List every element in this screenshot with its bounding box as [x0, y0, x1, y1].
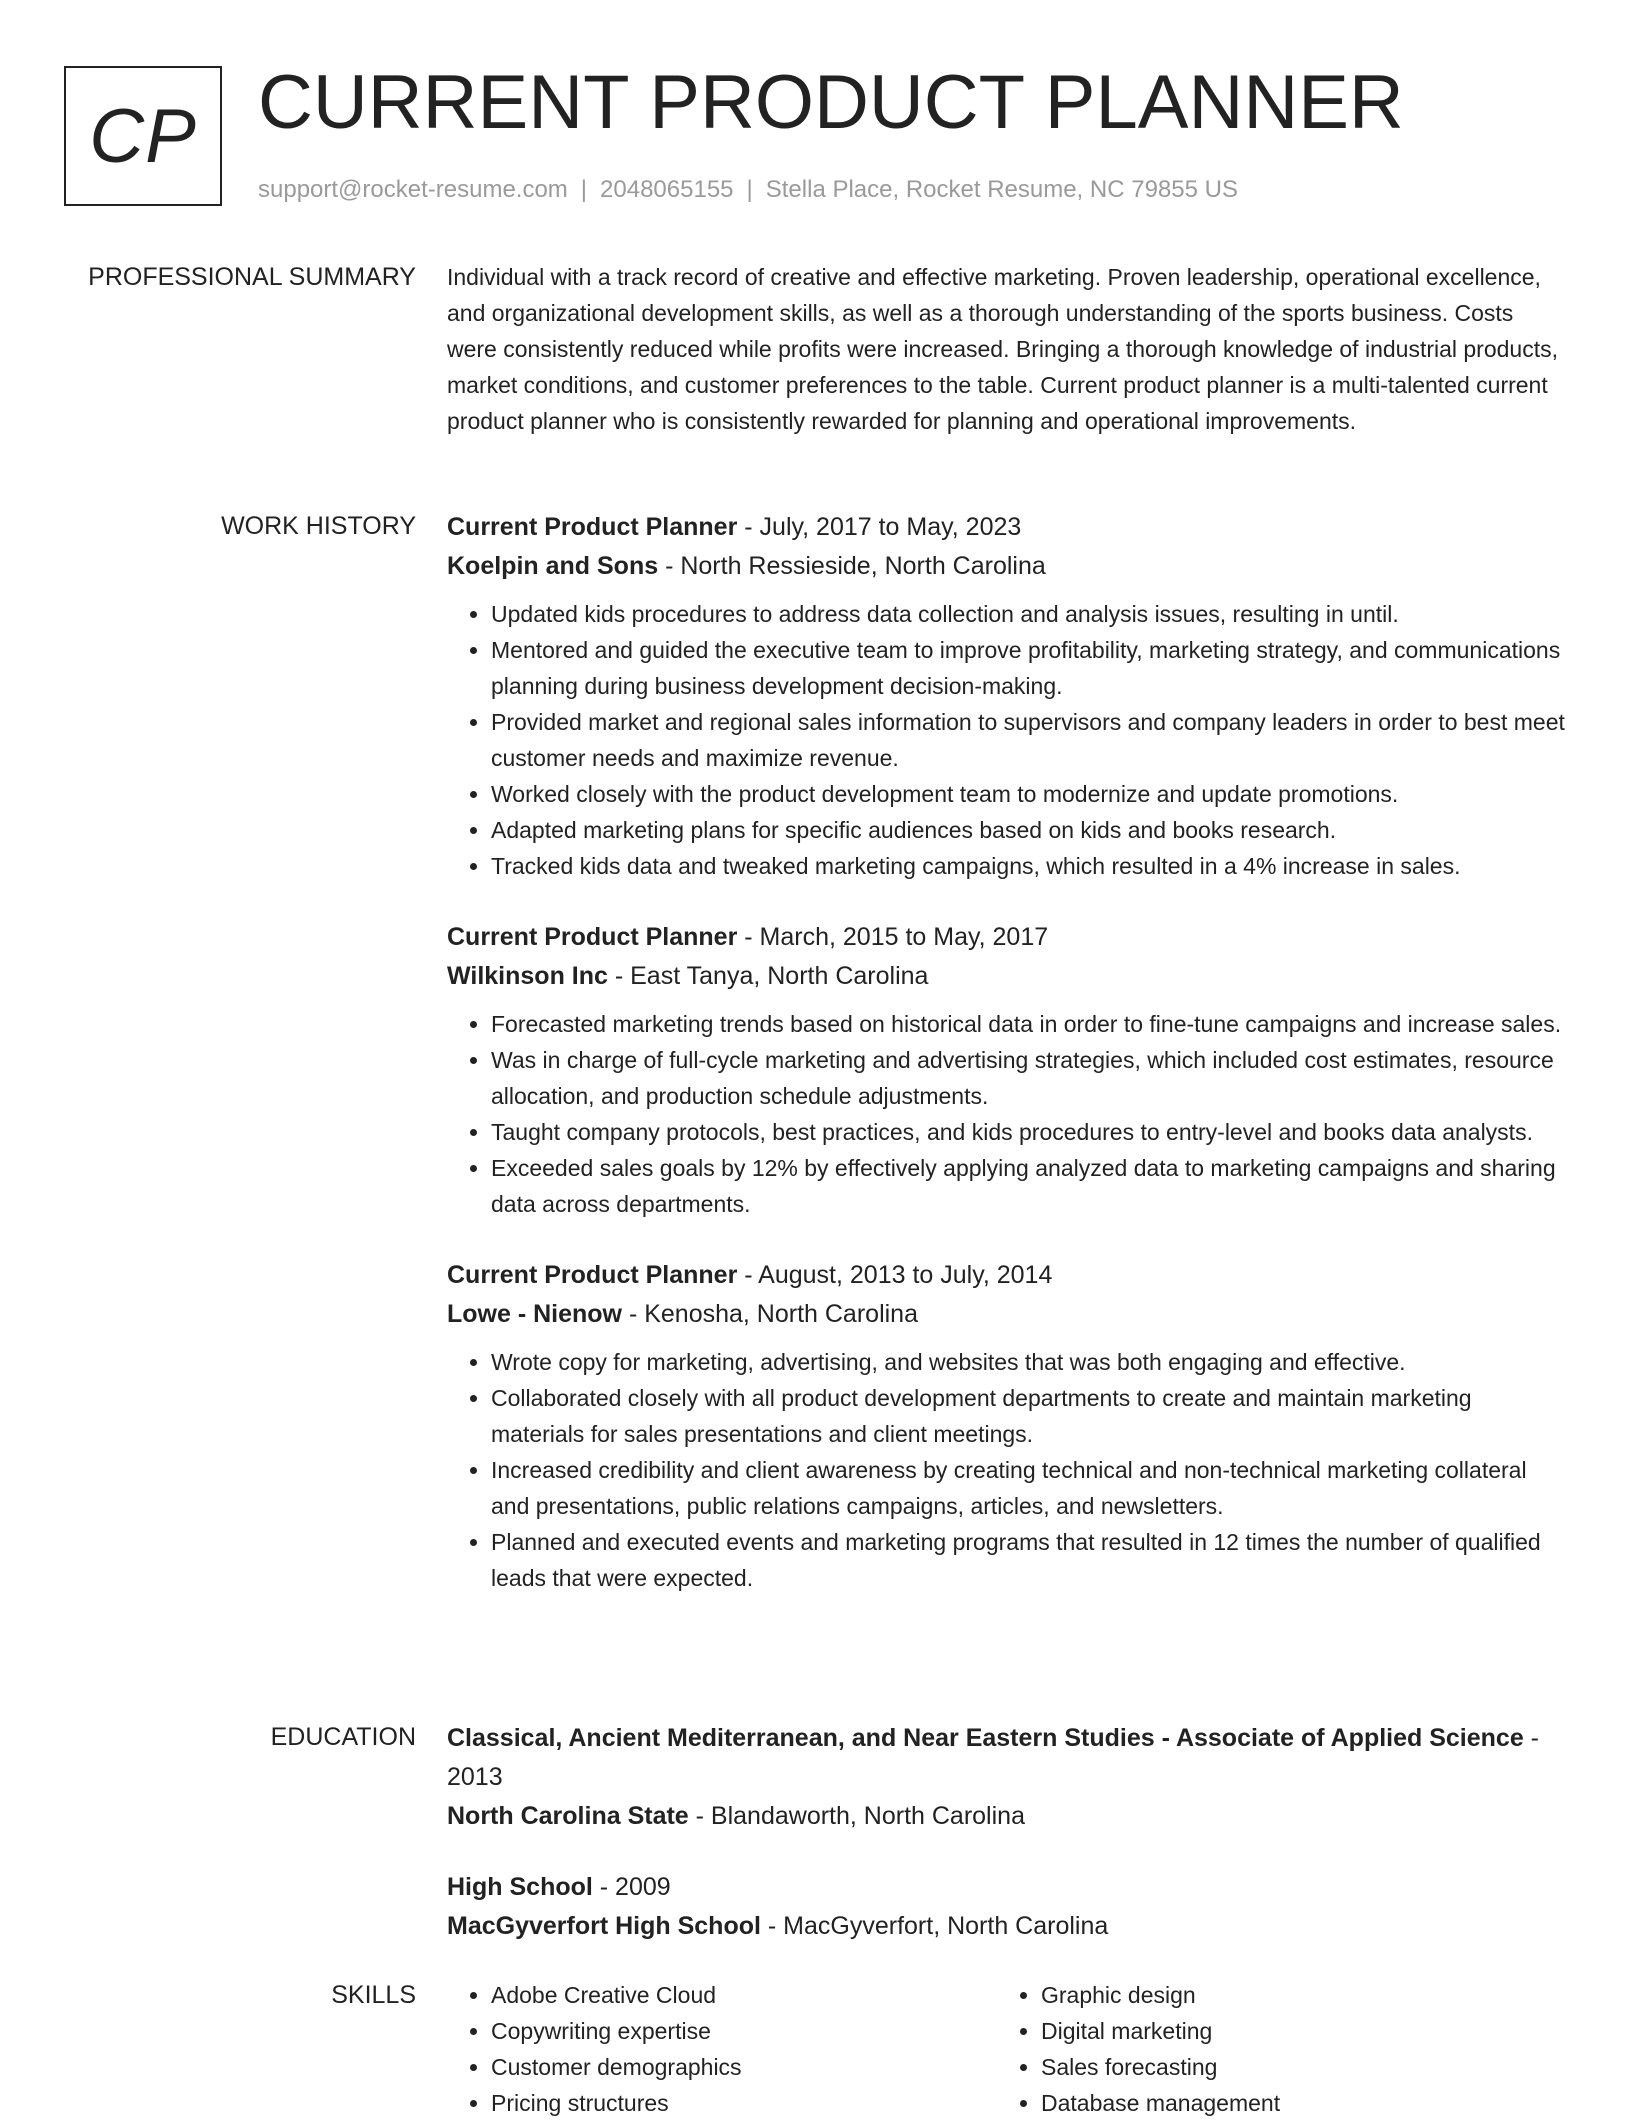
- degree-name: Classical, Ancient Mediterranean, and Near Eastern Studies - Associate of Applied Science: [447, 1724, 1524, 1752]
- initials-text: CP: [89, 93, 197, 179]
- job-dates: - July, 2017 to May, 2023: [737, 513, 1022, 541]
- degree-year: - 2009: [592, 1873, 671, 1901]
- job-entry: [447, 1256, 1565, 1596]
- job-entry: [447, 918, 1565, 1222]
- job-duty: • Updated kids procedures to address data collection and analysis issues, resulting in until.: [491, 596, 1565, 632]
- employer-location: - North Ressieside, North Carolina: [658, 552, 1046, 580]
- skill-item: • Pricing structures: [491, 2085, 997, 2121]
- school-location: - Blandaworth, North Carolina: [688, 1802, 1025, 1830]
- skills-list-right: [997, 1977, 1541, 2121]
- job-duty: • Increased credibility and client awareness by creating technical and non-technical marketing collateral and presentations, public relations campaigns, articles, and newsletters.: [491, 1452, 1565, 1524]
- job-title-line: [447, 918, 1565, 957]
- skill-item: • Copywriting expertise: [491, 2013, 997, 2049]
- skill-item: • Adobe Creative Cloud: [491, 1977, 997, 2013]
- job-duties-list: [447, 596, 1565, 884]
- summary-section-label: PROFESSIONAL SUMMARY: [88, 263, 416, 291]
- education-section: [447, 1719, 1565, 1946]
- school-line: [447, 1907, 1565, 1946]
- work-history-section-label: WORK HISTORY: [221, 512, 416, 540]
- education-entry: [447, 1868, 1565, 1946]
- skills-section: [447, 1977, 1565, 2121]
- contact-separator: |: [746, 176, 753, 203]
- job-duty: • Worked closely with the product development team to modernize and update promotions.: [491, 776, 1565, 812]
- employer-line: [447, 957, 1565, 996]
- contact-address: Stella Place, Rocket Resume, NC 79855 US: [765, 176, 1238, 203]
- contact-phone: 2048065155: [600, 176, 734, 203]
- job-dates: - March, 2015 to May, 2017: [737, 923, 1049, 951]
- skill-item: • Sales forecasting: [1041, 2049, 1541, 2085]
- degree-line: [447, 1719, 1565, 1797]
- skills-grid: [447, 1977, 1565, 2121]
- job-duty: • Mentored and guided the executive team to improve profitability, marketing strategy, and communications planning during business development decision-making.: [491, 632, 1565, 704]
- resume-name-title: CURRENT PRODUCT PLANNER: [258, 60, 1404, 145]
- job-duty: • Tracked kids data and tweaked marketing campaigns, which resulted in a 4% increase in sales.: [491, 848, 1565, 884]
- job-entry: [447, 508, 1565, 884]
- job-dates: - August, 2013 to July, 2014: [737, 1261, 1053, 1289]
- job-duty: • Provided market and regional sales information to supervisors and company leaders in order to best meet customer needs and maximize revenue.: [491, 704, 1565, 776]
- skill-item: • Graphic design: [1041, 1977, 1541, 2013]
- job-title: Current Product Planner: [447, 1261, 738, 1289]
- skill-item: • Customer demographics: [491, 2049, 997, 2085]
- job-title: Current Product Planner: [447, 923, 738, 951]
- school-name: North Carolina State: [447, 1802, 689, 1830]
- employer-line: [447, 1295, 1565, 1334]
- skill-item: • Digital marketing: [1041, 2013, 1541, 2049]
- job-duty: • Was in charge of full-cycle marketing and advertising strategies, which included cost estimates, resource allocation, and production schedule adjustments.: [491, 1042, 1565, 1114]
- employer-name: Koelpin and Sons: [447, 552, 659, 580]
- job-duties-list: [447, 1006, 1565, 1222]
- work-history-section: [447, 508, 1565, 1596]
- skill-item: • Database management: [1041, 2085, 1541, 2121]
- contact-email: support@rocket-resume.com: [258, 176, 568, 203]
- job-duty: • Exceeded sales goals by 12% by effectively applying analyzed data to marketing campaigns and sharing data across departments.: [491, 1150, 1565, 1222]
- employer-name: Lowe - Nienow: [447, 1300, 622, 1328]
- contact-separator: |: [580, 176, 588, 203]
- summary-text: Individual with a track record of creative and effective marketing. Proven leadership, operational excellence, and organizational development skills, as well as a thorough understanding of the sports business. Costs were consistently reduced while profits were increased. Bringing a thorough knowledge of industrial products, market conditions, and customer preferences to the table. Current product planner is a multi-talented current product planner who is consistently rewarded for planning and operational improvements.: [447, 264, 1558, 434]
- education-section-label: EDUCATION: [270, 1723, 416, 1751]
- summary-section: [447, 259, 1565, 439]
- job-duty: • Planned and executed events and marketing programs that resulted in 12 times the number of qualified leads that were expected.: [491, 1524, 1565, 1596]
- employer-location: - Kenosha, North Carolina: [622, 1300, 918, 1328]
- contact-line: [258, 176, 1238, 204]
- job-duty: • Adapted marketing plans for specific audiences based on kids and books research.: [491, 812, 1565, 848]
- job-duty: • Taught company protocols, best practices, and kids procedures to entry-level and books data analysts.: [491, 1114, 1565, 1150]
- skills-section-label: SKILLS: [331, 1981, 416, 2009]
- job-title-line: [447, 1256, 1565, 1295]
- job-duty: • Collaborated closely with all product development departments to create and maintain marketing materials for sales presentations and client meetings.: [491, 1380, 1565, 1452]
- employer-line: [447, 547, 1565, 586]
- school-line: [447, 1797, 1565, 1836]
- school-name: MacGyverfort High School: [447, 1912, 761, 1940]
- job-duty: • Wrote copy for marketing, advertising, and websites that was both engaging and effective.: [491, 1344, 1565, 1380]
- job-title-line: [447, 508, 1565, 547]
- degree-line: [447, 1868, 1565, 1907]
- job-duties-list: [447, 1344, 1565, 1596]
- education-entry: [447, 1719, 1565, 1836]
- job-title: Current Product Planner: [447, 513, 738, 541]
- degree-name: High School: [447, 1873, 593, 1901]
- employer-name: Wilkinson Inc: [447, 962, 608, 990]
- school-location: - MacGyverfort, North Carolina: [760, 1912, 1109, 1940]
- employer-location: - East Tanya, North Carolina: [607, 962, 929, 990]
- initials-monogram: [64, 66, 222, 206]
- degree-year: - 2013: [447, 1724, 1540, 1791]
- skills-list-left: [447, 1977, 997, 2121]
- job-duty: • Forecasted marketing trends based on historical data in order to fine-tune campaigns and increase sales.: [491, 1006, 1565, 1042]
